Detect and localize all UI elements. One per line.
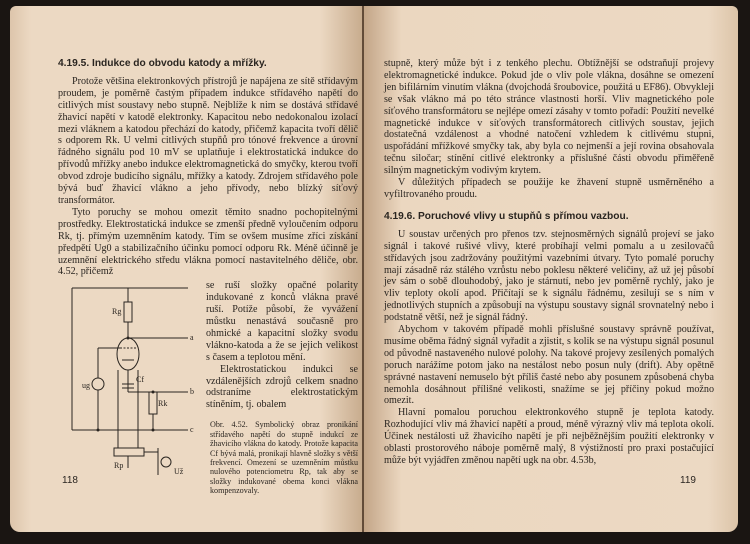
label-uz: Už [174,467,184,477]
section-heading-4-19-6: 4.19.6. Poruchové vlivy u stupňů s přímou vazbou. [384,210,629,222]
paragraph: V důležitých případech se použije ke žhavení stupně usměrněného a vyfiltrovaného proudu. [384,177,714,200]
label-cf: Cf [136,375,144,385]
section-heading-4-19-5: 4.19.5. Indukce do obvodu katody a mřížky. [58,58,267,69]
figure-caption: Obr. 4.52. Symbolický obraz pronikání střídavého napětí do stupně indukcí ze žhavicího vlákna do katody. Protože kapacita Cf bývá malá, pronikají hlavně složky s větší frekvencí. Omezení se uzemněním můstku nulového potenciometru Rp, tak aby se složky indukované obema konci vlákna kompenzovaly. [210,420,358,496]
paragraph: se ruší složky opačné polarity indukované z konců vlákna pravé ruší. Potíže působí, že vyvážení můstku nenastává současně pro ohmické a kapacitní složky svodu vlákno-katoda a že se jejich velikost s časem a teplotou mění. [206,280,358,363]
circuit-diagram [58,280,200,485]
page-number: 118 [62,475,78,486]
paragraph: U soustav určených pro přenos tzv. stejnosměrných signálů projeví se jako signál i takové rušivé vlivy, které probíhají velmi pomalu a u zesilovačů střídavých jsou zadržovány použitými vazebními útvary. Tyto pomalé poruchy mají zásadně ráz stálého vzrůstu nebo poklesu některé veličiny, až už jej působí jev sám o sobě dlouhodobý, jako je stárnutí, nebo jev poměrně rychlý, jako je vliv teploty okolí apod. Přičítají se k signálu řádnému, zesilují se s ním v jednotlivých stupních a způsobují na výstupu soustavy signál srovnatelný nebo i podstatně větší, než je signál řádný. [384,228,714,324]
label-rg: Rg [112,307,122,317]
label-node-a: a [190,333,194,343]
label-node-b: b [190,387,194,397]
right-page [364,6,738,532]
paragraph: Hlavní pomalou poruchou elektronkového stupně je teplota katody. Rozhodující vliv má žhavicí napětí a proud, méně výrazný vliv má teplota okolí. Účinek nestálosti už žhavicího napětí je při nejběžnějším použití elektronky v oblasti prostorového náboje poměrně malý, 8 výstižností pro praxi postačující může být vyjádřen změnou napětí ugk na obr. 4.53b, [384,407,714,466]
left-page-text [58,58,358,496]
label-rk: Rk [158,399,168,409]
label-node-c: c [190,425,194,435]
right-page-text [384,58,714,467]
page-number: 119 [680,475,696,486]
paragraph: Abychom v takovém případě mohli příslušné soustavy správně používat, musíme oběma řádný signál vyřadit a zjistit, s kolik se na výstupu signál posunul od původně nastaveného nulové polohy. Na takové projevy zesílených pomalých poruch narážíme potom jako na nestálost nebo posun nuly (drift). Aby opětně správné nastavení nemuselo být příliš časté nebo aby posunem způsobená chyba nemohla dosáhnout přílišné velikosti, snažíme se jej příčiny pokud možno omezit. [384,324,714,407]
paragraph: Elektrostatickou indukci se vzdálenějších zdrojů celkem snadno odstraníme elektrostatickým stíněním, tj. obalem [206,363,358,411]
figure-side-text [206,280,358,411]
paragraph: Protože většina elektronkových přístrojů je napájena ze sítě střídavým proudem, je poměrně častým případem indukce střídavého napětí do citlivých míst soustavy nebo stupně. Nejblíže k nim se dostává střídavé žhavicí napětí v katodě elektronky. Kapacitou nebo nedokonalou izolací mezi vláknem a katodou přechází do katody, přičemž kapacita tvoří dělič s odporem Rk. U velmi citlivých stupňů pro tónové frekvence a úrovní řádného signálu pod 10 mV se uplatňuje i elektrostatická indukce do přívodů mřížky anebo indukce elektromagnetická do smyčky, kterou tvoří obvod zdroje budicího signálu, mřížky a katody. Zdrojem střídavého pole bývá buď žhavicí vlákno a jeho přívody, nebo blízký síťový transformátor. [58,75,358,206]
label-rp: Rp [114,461,124,471]
paragraph: stupně, který může být i z tenkého plechu. Obtížnější se odstraňují projevy elektromagnetické indukce. Pokud jde o vliv pole vlákna, dosáhne se omezení jen bifilárním vinutím vlákna (dvojchodá šroubovice, použitá u EF86). Obvykleji se však vlákno má po této stránce vlastnosti horší. Vliv magnetického pole síťového transformátoru se nejlépe omezí zásahy v tomto pořadí: Použití nevelké magnetické indukce v síťových transformátorech citlivých soustav, jejich dostatečná vzdálenost a vhodné natočení vzhledem k citlivému stupni, uspořádání mřížkové smyčky tak, aby byla co nejmenší a její rovina obsahovala tečnu siločar; stínění citlivé elektronky a příslušné části obvodu přiměřeně silným magnetickým vodivým krytem. [384,58,714,177]
label-ug: ug [82,381,90,391]
figure-4-52 [58,280,358,496]
left-page [10,6,362,532]
paragraph: Tyto poruchy se mohou omezit těmito snadno pochopitelnými prostředky. Elektrostatická indukce se zmenší předně vyloučením odporu Rk, tj. přímým uzemněním katody. Tím se ovšem musíme zříci získání předpětí Ug0 a stabilizačního účinku pomocí odporu Rk. Méně účinně je uzemnění elektrického středu vlákna pomocí nastavitelného děliče, obr. 4.52, přičemž [58,206,358,278]
